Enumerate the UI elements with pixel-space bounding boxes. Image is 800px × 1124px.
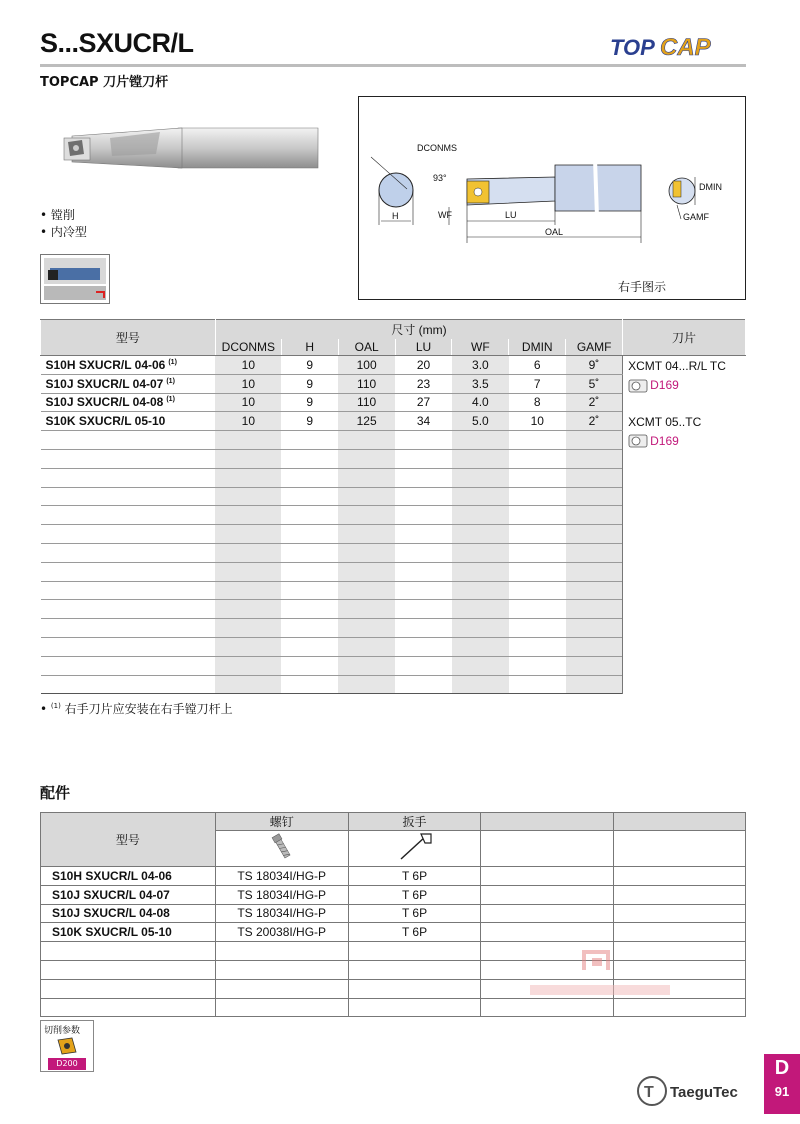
empty-cell	[614, 831, 746, 867]
dimension-cell	[215, 487, 281, 506]
technical-drawing-panel	[358, 96, 746, 300]
dimension-cell: 9	[281, 393, 338, 412]
model-cell	[41, 374, 216, 393]
dimension-cell: 20	[395, 356, 452, 375]
dimension-cell	[395, 637, 452, 656]
screw-cell: TS 20038I/HG-P	[215, 923, 348, 942]
dimension-cell	[452, 675, 509, 694]
boring-bar-image	[50, 118, 322, 188]
dimension-cell	[215, 619, 281, 638]
dimension-cell	[338, 525, 395, 544]
dimension-cell	[281, 600, 338, 619]
dimension-cell	[566, 581, 623, 600]
key-cell: T 6P	[348, 904, 481, 923]
column-header-insert: 刀片	[623, 320, 746, 356]
dimension-cell	[215, 543, 281, 562]
key-cell	[348, 998, 481, 1017]
cutting-conditions-ref[interactable]: D200	[48, 1058, 86, 1070]
model-cell	[41, 562, 216, 581]
label-lu: LU	[505, 210, 517, 220]
dimension-cell: 10	[215, 374, 281, 393]
screw-cell: TS 18034I/HG-P	[215, 867, 348, 886]
dimension-cell	[566, 675, 623, 694]
dimension-cell	[509, 656, 566, 675]
column-header-empty	[481, 813, 614, 831]
dimension-cell	[509, 431, 566, 450]
table-row	[41, 356, 746, 375]
model-cell	[41, 979, 216, 998]
dimension-cell	[395, 600, 452, 619]
label-h: H	[392, 211, 399, 221]
taegutec-logo	[636, 1072, 752, 1110]
dimension-cell: 8	[509, 393, 566, 412]
column-header-wf: WF	[452, 339, 509, 356]
dimension-cell	[566, 487, 623, 506]
key-cell: T 6P	[348, 867, 481, 886]
dimension-cell	[395, 619, 452, 638]
dimension-cell	[452, 506, 509, 525]
dimension-cell	[281, 562, 338, 581]
dimension-cell	[338, 581, 395, 600]
label-oal: OAL	[545, 227, 564, 237]
model-cell	[41, 656, 216, 675]
dimension-cell	[566, 656, 623, 675]
column-header-model: 型号	[41, 320, 216, 356]
topcap-logo	[608, 32, 748, 62]
dimension-cell	[509, 619, 566, 638]
accessories-title: 配件	[40, 784, 71, 802]
model-cell	[41, 506, 216, 525]
model-note: (1)	[166, 377, 175, 385]
column-header-gamf: GAMF	[566, 339, 623, 356]
footnote-mark: (1)	[50, 702, 61, 710]
dimension-cell	[395, 543, 452, 562]
dimension-cell: 10	[215, 393, 281, 412]
dimension-cell	[395, 675, 452, 694]
model-cell	[41, 487, 216, 506]
dimension-cell: 27	[395, 393, 452, 412]
svg-text:T: T	[644, 1084, 654, 1101]
dimension-cell	[215, 468, 281, 487]
catalog-book-icon	[628, 379, 648, 393]
page-number: 91	[774, 1084, 790, 1099]
dimension-cell: 9˚	[566, 356, 623, 375]
table-row	[41, 885, 746, 904]
dimension-cell	[338, 449, 395, 468]
model-cell	[41, 449, 216, 468]
dimension-cell	[215, 637, 281, 656]
dimension-cell	[338, 543, 395, 562]
dimension-cell	[395, 656, 452, 675]
diagram-caption: 右手图示	[618, 280, 667, 294]
dimension-cell: 10	[215, 412, 281, 431]
insert-reference-code: D169	[650, 433, 679, 448]
key-cell	[348, 979, 481, 998]
dimension-cell	[338, 637, 395, 656]
dimension-cell: 110	[338, 374, 395, 393]
screw-cell: TS 18034I/HG-P	[215, 904, 348, 923]
dimension-cell: 5.0	[452, 412, 509, 431]
dimension-cell	[452, 581, 509, 600]
empty-cell	[481, 831, 614, 867]
model-cell	[41, 619, 216, 638]
dimension-cell: 9	[281, 412, 338, 431]
dimension-cell	[338, 431, 395, 450]
dimension-cell	[509, 525, 566, 544]
cutting-insert-icon	[56, 1036, 80, 1056]
dimension-cell	[566, 431, 623, 450]
internal-boring-icon	[40, 254, 110, 304]
model-cell	[41, 581, 216, 600]
column-header-empty	[614, 813, 746, 831]
screw-cell: TS 18034I/HG-P	[215, 885, 348, 904]
label-wf: WF	[438, 210, 452, 220]
dimension-cell	[509, 562, 566, 581]
dimension-cell	[281, 468, 338, 487]
column-header-dmin: DMIN	[509, 339, 566, 356]
dimension-cell	[452, 562, 509, 581]
dimension-cell	[452, 449, 509, 468]
model-cell	[41, 468, 216, 487]
dimension-cell: 9	[281, 374, 338, 393]
key-cell	[348, 960, 481, 979]
dimension-cell	[338, 562, 395, 581]
table-row	[41, 904, 746, 923]
screw-icon	[269, 832, 295, 862]
cutting-conditions-label: 切削参数	[44, 1026, 81, 1036]
dimension-cell	[215, 431, 281, 450]
insert-name: XCMT 04...R/L TC	[628, 359, 726, 373]
dimension-cell	[338, 506, 395, 525]
dimension-cell	[281, 487, 338, 506]
dimension-cell	[452, 619, 509, 638]
footnote-text: 右手刀片应安装在右手镗刀杆上	[64, 702, 233, 716]
dimension-cell: 6	[509, 356, 566, 375]
insert-reference-code: D169	[650, 378, 679, 392]
model-name: S10K SXUCR/L 05-10	[45, 414, 166, 429]
dimension-cell	[509, 581, 566, 600]
table-row	[41, 923, 746, 942]
model-cell	[41, 942, 216, 961]
dimension-cell	[215, 562, 281, 581]
model-name: S10H SXUCR/L 04-06	[45, 357, 166, 372]
dimension-cell	[452, 543, 509, 562]
model-name: S10J SXUCR/L 04-07	[45, 376, 164, 391]
model-cell: S10H SXUCR/L 04-06	[41, 867, 216, 886]
dimension-cell	[566, 506, 623, 525]
feature-list	[40, 207, 87, 241]
column-header-dimensions: 尺寸 (mm)	[215, 320, 622, 339]
empty-cell	[614, 885, 746, 904]
page-subtitle: TOPCAP 刀片镗刀杆	[40, 75, 169, 90]
dimension-cell	[281, 675, 338, 694]
model-cell	[41, 637, 216, 656]
dimension-cell: 2˚	[566, 393, 623, 412]
catalog-book-icon	[628, 434, 648, 448]
dimension-cell	[566, 562, 623, 581]
dimension-cell	[452, 637, 509, 656]
dimension-cell	[566, 543, 623, 562]
model-cell	[41, 998, 216, 1017]
model-cell: S10J SXUCR/L 04-08	[41, 904, 216, 923]
column-header-oal: OAL	[338, 339, 395, 356]
dimension-cell	[215, 675, 281, 694]
column-header-h: H	[281, 339, 338, 356]
dimension-cell	[452, 431, 509, 450]
dimension-cell	[509, 506, 566, 525]
torx-key-icon	[395, 831, 435, 863]
dimension-cell	[215, 449, 281, 468]
brand-name: TaeguTec	[670, 1084, 738, 1101]
dimension-cell	[452, 525, 509, 544]
dimension-cell	[395, 468, 452, 487]
dimension-cell	[452, 656, 509, 675]
dimension-cell	[395, 431, 452, 450]
model-cell	[41, 393, 216, 412]
dimension-cell: 4.0	[452, 393, 509, 412]
label-angle: 93°	[433, 173, 447, 183]
screw-cell	[215, 979, 348, 998]
dimension-cell: 7	[509, 374, 566, 393]
model-cell	[41, 356, 216, 375]
model-cell	[41, 525, 216, 544]
dimension-cell	[566, 637, 623, 656]
column-header-key: 扳手	[348, 813, 481, 831]
dimension-cell: 23	[395, 374, 452, 393]
dimension-cell	[452, 468, 509, 487]
dimension-cell	[566, 600, 623, 619]
empty-cell	[481, 904, 614, 923]
model-note: (1)	[168, 358, 177, 366]
dimension-cell	[215, 581, 281, 600]
dimension-cell	[338, 600, 395, 619]
dimension-cell: 10	[215, 356, 281, 375]
dimension-cell	[215, 506, 281, 525]
dimension-cell	[509, 637, 566, 656]
model-cell	[41, 960, 216, 979]
dimension-cell	[281, 525, 338, 544]
dimension-cell	[395, 449, 452, 468]
screw-cell	[215, 960, 348, 979]
table-row	[41, 867, 746, 886]
screw-cell	[215, 831, 348, 867]
feature-item: • 镗削	[40, 208, 75, 222]
dimension-cell	[281, 619, 338, 638]
model-cell	[41, 431, 216, 450]
empty-cell	[614, 904, 746, 923]
dimensions-table-body	[41, 356, 746, 694]
dimension-cell	[509, 543, 566, 562]
column-header-screw: 螺钉	[215, 813, 348, 831]
model-cell: S10J SXUCR/L 04-07	[41, 885, 216, 904]
dimension-cell	[566, 449, 623, 468]
dimension-cell	[281, 656, 338, 675]
empty-cell	[481, 923, 614, 942]
svg-text:TOP: TOP	[610, 35, 655, 60]
insert-name: XCMT 05..TC	[628, 414, 702, 429]
dimensions-table	[40, 319, 746, 694]
dimension-cell	[509, 675, 566, 694]
dimension-cell: 5˚	[566, 374, 623, 393]
dimension-cell	[509, 487, 566, 506]
dimension-cell	[566, 525, 623, 544]
dimension-cell	[395, 487, 452, 506]
dimension-cell	[215, 525, 281, 544]
label-dconms: DCONMS	[417, 143, 457, 153]
dimension-cell	[452, 600, 509, 619]
screw-cell	[215, 998, 348, 1017]
column-header-lu: LU	[395, 339, 452, 356]
dimension-cell	[509, 449, 566, 468]
dimension-cell	[452, 487, 509, 506]
svg-text:CAP: CAP	[660, 34, 711, 61]
key-cell	[348, 942, 481, 961]
feature-item: • 内冷型	[40, 225, 87, 239]
title-divider	[40, 64, 746, 67]
dimension-cell	[338, 487, 395, 506]
technical-drawing	[359, 97, 745, 299]
dimension-cell	[215, 600, 281, 619]
dimension-cell	[566, 468, 623, 487]
empty-cell	[481, 885, 614, 904]
dimension-cell	[509, 468, 566, 487]
insert-reference[interactable]	[628, 377, 679, 394]
page-tab	[764, 1054, 800, 1114]
dimension-cell	[215, 656, 281, 675]
model-cell	[41, 543, 216, 562]
column-header-model: 型号	[41, 813, 216, 867]
section-letter: D	[774, 1057, 790, 1079]
insert-cell	[623, 356, 746, 412]
dimension-cell: 3.0	[452, 356, 509, 375]
model-cell: S10K SXUCR/L 05-10	[41, 923, 216, 942]
dimension-cell	[281, 543, 338, 562]
label-gamf: GAMF	[683, 212, 709, 222]
key-cell: T 6P	[348, 885, 481, 904]
dimension-cell	[395, 581, 452, 600]
dimension-cell	[338, 468, 395, 487]
dimension-cell: 125	[338, 412, 395, 431]
insert-reference[interactable]	[628, 433, 679, 450]
insert-cell	[623, 412, 746, 694]
dimension-cell	[281, 431, 338, 450]
model-cell	[41, 600, 216, 619]
dimension-cell: 110	[338, 393, 395, 412]
empty-cell	[614, 923, 746, 942]
dimension-cell: 100	[338, 356, 395, 375]
dimension-cell	[281, 506, 338, 525]
model-cell	[41, 412, 216, 431]
key-cell: T 6P	[348, 923, 481, 942]
dimension-cell: 34	[395, 412, 452, 431]
dimension-cell	[395, 562, 452, 581]
label-dmin: DMIN	[699, 182, 722, 192]
dimension-cell: 2˚	[566, 412, 623, 431]
table-row	[41, 412, 746, 431]
screw-cell	[215, 942, 348, 961]
key-cell	[348, 831, 481, 867]
dimension-cell: 10	[509, 412, 566, 431]
dimension-cell	[509, 600, 566, 619]
model-name: S10J SXUCR/L 04-08	[45, 395, 164, 410]
watermark-logo	[520, 946, 680, 1016]
dimension-cell	[281, 449, 338, 468]
dimension-cell	[395, 506, 452, 525]
footnote: • $^{(1)}$ 右手刀片应安装在右手镗刀杆上	[40, 702, 233, 716]
column-header-dconms: DCONMS	[215, 339, 281, 356]
dimension-cell	[281, 637, 338, 656]
model-note: (1)	[166, 396, 175, 404]
empty-cell	[614, 867, 746, 886]
page-title: S...SXUCR/L	[40, 28, 194, 58]
dimension-cell	[281, 581, 338, 600]
model-cell	[41, 675, 216, 694]
dimension-cell	[566, 619, 623, 638]
dimension-cell: 9	[281, 356, 338, 375]
dimension-cell	[338, 656, 395, 675]
dimension-cell	[338, 675, 395, 694]
dimension-cell: 3.5	[452, 374, 509, 393]
dimension-cell	[395, 525, 452, 544]
dimension-cell	[338, 619, 395, 638]
empty-cell	[481, 867, 614, 886]
